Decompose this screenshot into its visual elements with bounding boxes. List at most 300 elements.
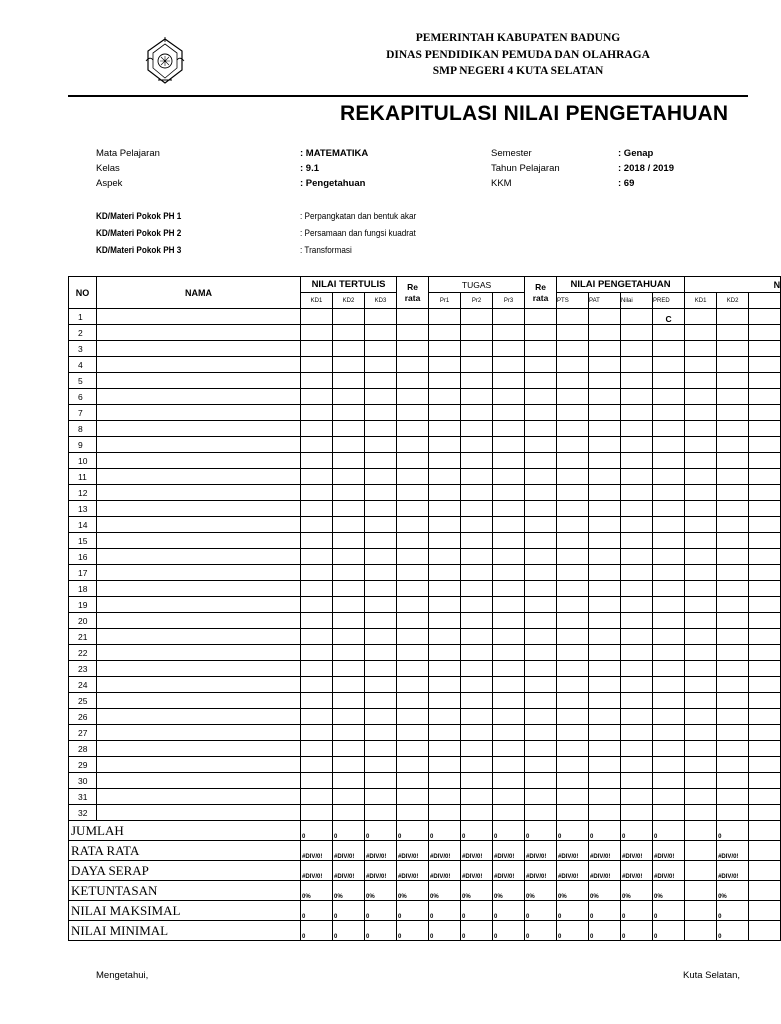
student-row — [69, 629, 781, 645]
summary-value: 0 — [557, 921, 589, 941]
student-name-cell[interactable] — [97, 421, 301, 437]
grade-cell — [525, 741, 557, 757]
grade-cell — [589, 421, 621, 437]
summary-value: #DIV/0! — [365, 861, 397, 881]
grade-cell — [365, 629, 397, 645]
row-number: 11 — [69, 469, 97, 485]
grade-cell — [461, 693, 493, 709]
student-name-cell[interactable] — [97, 773, 301, 789]
grade-cell — [749, 581, 781, 597]
grade-cell — [749, 613, 781, 629]
grade-cell — [333, 453, 365, 469]
grade-cell — [621, 389, 653, 405]
grade-cell — [493, 453, 525, 469]
grade-cell — [589, 741, 621, 757]
grade-cell — [301, 661, 333, 677]
grade-cell — [301, 773, 333, 789]
grade-cell — [301, 629, 333, 645]
student-name-cell[interactable] — [97, 645, 301, 661]
student-name-cell[interactable] — [97, 581, 301, 597]
grade-cell — [429, 725, 461, 741]
student-name-cell[interactable] — [97, 709, 301, 725]
grade-cell — [685, 453, 717, 469]
row-number: 9 — [69, 437, 97, 453]
row-number: 26 — [69, 709, 97, 725]
grade-cell — [717, 501, 749, 517]
summary-value: 0 — [365, 821, 397, 841]
grade-cell — [301, 581, 333, 597]
grade-cell — [589, 565, 621, 581]
summary-value: 0 — [621, 821, 653, 841]
grade-cell — [429, 469, 461, 485]
grade-cell — [333, 773, 365, 789]
grade-cell — [365, 549, 397, 565]
grade-cell — [557, 485, 589, 501]
grade-cell — [461, 549, 493, 565]
grade-cell — [525, 405, 557, 421]
grade-cell — [749, 373, 781, 389]
grade-cell — [621, 565, 653, 581]
grade-cell — [429, 597, 461, 613]
grade-cell — [333, 501, 365, 517]
grade-cell — [493, 357, 525, 373]
grade-cell — [493, 549, 525, 565]
grade-cell — [397, 709, 429, 725]
grade-cell — [429, 341, 461, 357]
grade-cell — [333, 309, 365, 325]
row-number: 17 — [69, 565, 97, 581]
student-name-cell[interactable] — [97, 469, 301, 485]
grade-cell — [717, 581, 749, 597]
grade-cell — [653, 501, 685, 517]
student-name-cell[interactable] — [97, 757, 301, 773]
summary-value: 0 — [333, 921, 365, 941]
student-row — [69, 341, 781, 357]
grade-cell — [685, 565, 717, 581]
grade-cell — [461, 725, 493, 741]
grade-cell — [557, 725, 589, 741]
grade-cell — [365, 805, 397, 821]
summary-value: #DIV/0! — [301, 841, 333, 861]
student-name-cell[interactable] — [97, 677, 301, 693]
grade-cell — [685, 709, 717, 725]
grade-cell — [365, 613, 397, 629]
grade-cell — [589, 437, 621, 453]
grade-cell — [493, 773, 525, 789]
summary-value: #DIV/0! — [557, 841, 589, 861]
grade-cell — [589, 469, 621, 485]
grade-cell — [557, 549, 589, 565]
row-number: 19 — [69, 597, 97, 613]
row-number: 31 — [69, 789, 97, 805]
student-name-cell[interactable] — [97, 373, 301, 389]
grade-cell — [685, 725, 717, 741]
grade-cell — [429, 629, 461, 645]
header-divider — [68, 95, 748, 97]
grade-cell — [653, 389, 685, 405]
summary-value — [749, 861, 781, 881]
grade-cell — [621, 341, 653, 357]
grade-cell — [589, 405, 621, 421]
grade-cell — [557, 789, 589, 805]
summary-value: #DIV/0! — [717, 841, 749, 861]
grade-cell — [621, 373, 653, 389]
grade-cell — [589, 485, 621, 501]
grade-cell — [557, 453, 589, 469]
grade-cell — [365, 421, 397, 437]
subheader-cell — [749, 293, 781, 309]
grade-cell — [429, 309, 461, 325]
grade-cell — [333, 517, 365, 533]
grade-cell — [493, 613, 525, 629]
grade-cell — [301, 437, 333, 453]
grade-cell — [717, 661, 749, 677]
grade-cell — [525, 325, 557, 341]
summary-value: 0 — [461, 821, 493, 841]
grade-cell — [397, 373, 429, 389]
grade-cell — [525, 549, 557, 565]
grade-cell — [621, 581, 653, 597]
student-row — [69, 645, 781, 661]
grade-cell — [621, 629, 653, 645]
student-row — [69, 805, 781, 821]
summary-value: #DIV/0! — [493, 841, 525, 861]
grade-cell — [333, 741, 365, 757]
summary-value: #DIV/0! — [589, 861, 621, 881]
grade-cell — [749, 485, 781, 501]
row-number: 3 — [69, 341, 97, 357]
summary-value — [685, 881, 717, 901]
header-line-2: DINAS PENDIDIKAN PEMUDA DAN OLAHRAGA — [386, 49, 650, 61]
grade-cell — [461, 501, 493, 517]
grade-cell — [301, 469, 333, 485]
grade-cell — [333, 421, 365, 437]
grade-cell — [621, 421, 653, 437]
grade-cell — [653, 341, 685, 357]
grade-cell — [365, 325, 397, 341]
student-name-cell[interactable] — [97, 309, 301, 325]
student-row — [69, 373, 781, 389]
student-name-cell[interactable] — [97, 325, 301, 341]
grade-cell — [525, 453, 557, 469]
grade-cell — [653, 485, 685, 501]
grade-cell — [653, 405, 685, 421]
grade-cell — [749, 357, 781, 373]
grade-cell — [557, 405, 589, 421]
grade-cell — [589, 629, 621, 645]
summary-value: 0% — [301, 881, 333, 901]
grade-cell — [653, 469, 685, 485]
summary-value: 0% — [557, 881, 589, 901]
grade-cell — [301, 501, 333, 517]
grade-cell — [333, 485, 365, 501]
summary-value — [749, 881, 781, 901]
grade-cell — [397, 581, 429, 597]
grade-cell — [365, 741, 397, 757]
grade-cell — [525, 501, 557, 517]
grade-cell — [749, 645, 781, 661]
grade-cell — [461, 773, 493, 789]
grade-cell — [717, 325, 749, 341]
grade-cell — [589, 709, 621, 725]
row-number: 1 — [69, 309, 97, 325]
grade-cell — [397, 341, 429, 357]
grade-cell — [461, 485, 493, 501]
row-number: 25 — [69, 693, 97, 709]
grade-cell — [685, 325, 717, 341]
grade-cell — [589, 677, 621, 693]
grade-cell — [685, 485, 717, 501]
grade-cell — [493, 485, 525, 501]
grade-cell — [749, 677, 781, 693]
student-name-cell[interactable] — [97, 389, 301, 405]
grade-cell — [301, 357, 333, 373]
grade-cell — [749, 725, 781, 741]
grade-cell — [621, 549, 653, 565]
grade-cell — [461, 517, 493, 533]
grade-cell — [301, 453, 333, 469]
summary-value: 0 — [493, 821, 525, 841]
summary-value: #DIV/0! — [717, 861, 749, 881]
grade-cell — [525, 645, 557, 661]
grade-cell — [365, 581, 397, 597]
grade-cell — [397, 757, 429, 773]
student-name-cell[interactable] — [97, 789, 301, 805]
grade-cell — [397, 645, 429, 661]
summary-row — [69, 821, 781, 841]
kuta-selatan-label: Kuta Selatan, — [683, 970, 741, 981]
grade-cell — [493, 565, 525, 581]
subheader-cell: Nilai — [621, 293, 653, 309]
summary-value: #DIV/0! — [333, 861, 365, 881]
grade-cell — [365, 661, 397, 677]
grade-cell — [429, 437, 461, 453]
grade-cell — [653, 741, 685, 757]
grade-cell — [461, 805, 493, 821]
grade-cell — [301, 533, 333, 549]
student-row — [69, 501, 781, 517]
row-number: 15 — [69, 533, 97, 549]
grade-cell — [333, 613, 365, 629]
student-name-cell[interactable] — [97, 661, 301, 677]
grade-cell — [461, 469, 493, 485]
col-nama-header: NAMA — [97, 277, 301, 309]
header-line-1: PEMERINTAH KABUPATEN BADUNG — [415, 32, 621, 44]
student-row — [69, 661, 781, 677]
summary-value: 0 — [397, 901, 429, 921]
grade-cell — [749, 709, 781, 725]
summary-value: 0% — [717, 881, 749, 901]
grade-cell — [365, 757, 397, 773]
grade-cell — [461, 405, 493, 421]
grade-cell — [429, 325, 461, 341]
student-row — [69, 357, 781, 373]
grade-cell — [685, 533, 717, 549]
kd2-label: KD/Materi Pokok PH 2 — [96, 228, 182, 239]
grade-cell — [557, 389, 589, 405]
summary-value: 0% — [589, 881, 621, 901]
grade-cell — [589, 725, 621, 741]
grade-cell — [621, 501, 653, 517]
grade-cell — [301, 789, 333, 805]
grade-cell — [621, 645, 653, 661]
grade-cell — [717, 421, 749, 437]
student-row — [69, 613, 781, 629]
student-name-cell[interactable] — [97, 501, 301, 517]
grade-cell — [589, 373, 621, 389]
grade-cell — [589, 773, 621, 789]
grade-cell — [685, 549, 717, 565]
grade-cell — [365, 453, 397, 469]
grade-cell — [301, 725, 333, 741]
grade-cell — [749, 437, 781, 453]
grade-cell — [589, 645, 621, 661]
grade-cell — [653, 629, 685, 645]
grade-cell — [621, 533, 653, 549]
grade-cell — [365, 341, 397, 357]
grade-cell — [653, 645, 685, 661]
student-name-cell[interactable] — [97, 437, 301, 453]
grade-cell — [461, 421, 493, 437]
grade-cell — [557, 741, 589, 757]
student-name-cell[interactable] — [97, 805, 301, 821]
grade-cell — [397, 437, 429, 453]
grade-cell — [397, 389, 429, 405]
grade-cell — [621, 405, 653, 421]
grade-cell — [397, 565, 429, 581]
grade-cell — [653, 757, 685, 773]
row-number: 16 — [69, 549, 97, 565]
summary-value: 0 — [461, 921, 493, 941]
kkm-label: KKM — [491, 178, 512, 189]
summary-value: 0 — [621, 921, 653, 941]
row-number: 23 — [69, 661, 97, 677]
grade-cell — [557, 629, 589, 645]
student-row — [69, 453, 781, 469]
header-line-3: SMP NEGERI 4 KUTA SELATAN — [432, 65, 604, 77]
row-number: 24 — [69, 677, 97, 693]
student-row — [69, 549, 781, 565]
grade-cell — [461, 661, 493, 677]
summary-value: #DIV/0! — [365, 841, 397, 861]
grade-cell — [461, 357, 493, 373]
summary-value: #DIV/0! — [621, 861, 653, 881]
aspek-label: Aspek — [96, 178, 123, 189]
student-name-cell[interactable] — [97, 533, 301, 549]
student-name-cell[interactable] — [97, 485, 301, 501]
grade-cell — [717, 517, 749, 533]
grade-cell — [525, 485, 557, 501]
grade-cell — [685, 469, 717, 485]
row-number: 21 — [69, 629, 97, 645]
grade-cell — [525, 597, 557, 613]
grade-cell — [493, 789, 525, 805]
grade-cell — [525, 389, 557, 405]
school-emblem-logo — [144, 36, 186, 86]
grade-cell — [429, 645, 461, 661]
grade-cell — [717, 341, 749, 357]
grade-cell — [333, 677, 365, 693]
grade-cell — [557, 773, 589, 789]
summary-value: 0 — [301, 921, 333, 941]
grade-cell — [333, 357, 365, 373]
summary-value — [749, 821, 781, 841]
grade-cell — [493, 661, 525, 677]
grade-cell — [301, 677, 333, 693]
grade-cell — [525, 517, 557, 533]
grade-cell — [621, 485, 653, 501]
grade-cell — [461, 677, 493, 693]
student-row — [69, 789, 781, 805]
grade-cell — [429, 581, 461, 597]
kd1-value: : Perpangkatan dan bentuk akar — [300, 211, 417, 222]
student-name-cell[interactable] — [97, 405, 301, 421]
student-name-cell[interactable] — [97, 741, 301, 757]
grade-cell — [525, 773, 557, 789]
student-name-cell[interactable] — [97, 357, 301, 373]
summary-value: 0 — [557, 901, 589, 921]
grade-cell — [333, 469, 365, 485]
grade-cell — [461, 757, 493, 773]
grade-cell — [557, 437, 589, 453]
grade-table — [68, 276, 781, 941]
grade-cell — [589, 309, 621, 325]
grade-cell — [749, 757, 781, 773]
grade-cell — [589, 501, 621, 517]
student-name-cell[interactable] — [97, 613, 301, 629]
grade-cell — [653, 709, 685, 725]
subheader-cell: Pr3 — [493, 293, 525, 309]
grade-cell — [557, 661, 589, 677]
grade-cell — [493, 501, 525, 517]
student-name-cell[interactable] — [97, 453, 301, 469]
grade-cell — [525, 757, 557, 773]
grade-cell — [493, 757, 525, 773]
summary-value: 0% — [493, 881, 525, 901]
student-name-cell[interactable] — [97, 549, 301, 565]
grade-cell — [365, 357, 397, 373]
grade-cell — [749, 469, 781, 485]
grade-cell — [365, 533, 397, 549]
student-name-cell[interactable] — [97, 341, 301, 357]
grade-cell — [525, 341, 557, 357]
summary-value: #DIV/0! — [621, 841, 653, 861]
student-name-cell[interactable] — [97, 629, 301, 645]
student-name-cell[interactable] — [97, 725, 301, 741]
grade-cell — [333, 661, 365, 677]
grade-cell — [717, 533, 749, 549]
grade-cell — [461, 309, 493, 325]
summary-value: 0 — [493, 921, 525, 941]
summary-value — [685, 841, 717, 861]
grade-cell — [461, 533, 493, 549]
grade-cell — [685, 597, 717, 613]
page-title: REKAPITULASI NILAI PENGETAHUAN — [340, 102, 729, 125]
student-row — [69, 469, 781, 485]
grade-cell — [493, 677, 525, 693]
grade-cell — [493, 725, 525, 741]
student-name-cell[interactable] — [97, 565, 301, 581]
student-name-cell[interactable] — [97, 693, 301, 709]
grade-cell — [429, 789, 461, 805]
grade-cell — [653, 357, 685, 373]
grade-cell — [685, 773, 717, 789]
subheader-cell: KD2 — [333, 293, 365, 309]
student-name-cell[interactable] — [97, 517, 301, 533]
grade-cell — [685, 805, 717, 821]
grade-cell — [621, 789, 653, 805]
student-name-cell[interactable] — [97, 597, 301, 613]
